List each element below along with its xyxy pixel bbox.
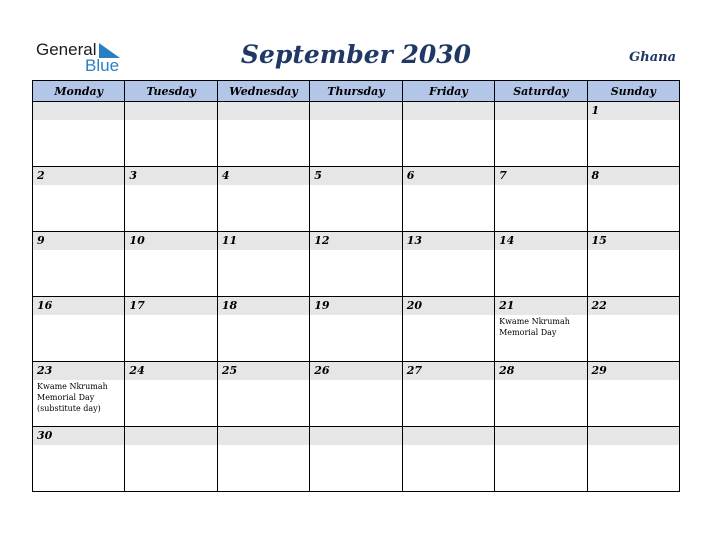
day-cell — [125, 362, 217, 427]
day-number-band — [125, 102, 216, 120]
day-number-band — [403, 362, 494, 380]
day-number-band — [495, 297, 586, 315]
day-number-band — [588, 232, 679, 250]
day-number: 28 — [499, 364, 515, 377]
holiday-label: Kwame Nkrumah Memorial Day (substitute day) — [37, 382, 108, 413]
day-number: 11 — [221, 234, 238, 247]
day-cell — [495, 427, 587, 492]
week-row — [33, 427, 680, 492]
day-cell — [495, 102, 587, 167]
day-number: 7 — [499, 169, 507, 182]
day-cell — [125, 167, 217, 232]
day-number: 9 — [37, 234, 45, 247]
day-number: 27 — [406, 364, 422, 377]
day-cell — [402, 102, 494, 167]
day-cell — [310, 362, 402, 427]
day-cell — [495, 232, 587, 297]
day-cell — [310, 297, 402, 362]
day-cell — [217, 167, 309, 232]
day-number-band — [218, 362, 309, 380]
day-number-band — [125, 167, 216, 185]
day-number: 25 — [221, 364, 238, 377]
day-number: 18 — [221, 299, 238, 312]
day-number-band — [403, 102, 494, 120]
week-row — [33, 297, 680, 362]
day-cell — [310, 102, 402, 167]
weekday-header: Wednesday — [217, 81, 309, 102]
weekday-header: Monday — [33, 81, 125, 102]
day-number: 30 — [37, 429, 53, 442]
day-cell — [402, 232, 494, 297]
day-cell — [217, 232, 309, 297]
day-number-band — [218, 232, 309, 250]
day-cell — [33, 362, 125, 427]
day-number: 13 — [406, 234, 422, 247]
day-number: 5 — [314, 169, 322, 182]
day-cell — [125, 427, 217, 492]
day-cell — [33, 427, 125, 492]
calendar-title: September 2030 — [240, 40, 472, 69]
day-cell — [495, 297, 587, 362]
day-number-band — [125, 427, 216, 445]
day-number-band — [125, 297, 216, 315]
day-number-band — [33, 362, 124, 380]
calendar-grid — [32, 80, 680, 492]
weekday-header: Saturday — [495, 81, 587, 102]
day-number: 4 — [221, 169, 230, 182]
day-cell — [310, 427, 402, 492]
day-cell — [402, 167, 494, 232]
day-cell — [217, 297, 309, 362]
day-number-band — [588, 362, 679, 380]
day-number-band — [33, 102, 124, 120]
day-cell — [125, 297, 217, 362]
day-number: 19 — [314, 299, 330, 312]
day-cell — [587, 297, 679, 362]
day-number-band — [495, 167, 586, 185]
day-cell — [33, 232, 125, 297]
day-number: 10 — [129, 234, 145, 247]
day-number: 3 — [129, 169, 138, 182]
day-number: 29 — [591, 364, 607, 377]
day-number: 15 — [591, 234, 607, 247]
day-number-band — [218, 102, 309, 120]
day-cell — [217, 102, 309, 167]
day-number-band — [403, 297, 494, 315]
country-label: Ghana — [629, 50, 676, 65]
day-number-band — [495, 232, 586, 250]
day-cell — [33, 102, 125, 167]
day-number-band — [310, 232, 401, 250]
day-number-band — [33, 297, 124, 315]
day-cell — [587, 102, 679, 167]
day-number-band — [403, 232, 494, 250]
day-number-band — [33, 427, 124, 445]
day-number: 20 — [406, 299, 422, 312]
day-cell — [587, 232, 679, 297]
day-cell — [402, 427, 494, 492]
day-cell — [33, 297, 125, 362]
day-number-band — [310, 362, 401, 380]
day-number: 14 — [499, 234, 515, 247]
day-cell — [402, 297, 494, 362]
weekday-header: Tuesday — [125, 81, 217, 102]
weekday-header: Sunday — [587, 81, 679, 102]
day-number-band — [33, 167, 124, 185]
day-number-band — [588, 427, 679, 445]
day-number: 1 — [591, 104, 600, 117]
day-number-band — [495, 427, 586, 445]
day-cell — [33, 167, 125, 232]
day-number: 17 — [129, 299, 145, 312]
holiday-label: Kwame Nkrumah Memorial Day — [499, 317, 570, 337]
day-number-band — [588, 167, 679, 185]
weekday-header: Thursday — [310, 81, 402, 102]
day-number: 24 — [129, 364, 145, 377]
day-number-band — [218, 297, 309, 315]
day-number-band — [125, 232, 216, 250]
day-cell — [217, 427, 309, 492]
day-cell — [587, 362, 679, 427]
day-number: 26 — [314, 364, 330, 377]
day-number-band — [403, 427, 494, 445]
day-number: 6 — [406, 169, 415, 182]
day-number-band — [495, 362, 586, 380]
day-number-band — [218, 427, 309, 445]
day-number-band — [588, 102, 679, 120]
week-row — [33, 102, 680, 167]
day-cell — [125, 232, 217, 297]
day-number-band — [403, 167, 494, 185]
logo-general-text: General — [36, 40, 97, 59]
day-number-band — [218, 167, 309, 185]
day-cell — [217, 362, 309, 427]
day-cell — [495, 167, 587, 232]
day-number: 2 — [37, 169, 45, 182]
day-cell — [495, 362, 587, 427]
day-cell — [125, 102, 217, 167]
day-number-band — [125, 362, 216, 380]
weekday-header: Friday — [402, 81, 494, 102]
day-number-band — [33, 232, 124, 250]
logo-blue-text: Blue — [85, 56, 120, 75]
day-number-band — [310, 167, 401, 185]
day-number: 12 — [314, 234, 330, 247]
day-number-band — [588, 297, 679, 315]
day-number-band — [495, 102, 586, 120]
week-row — [33, 167, 680, 232]
week-row — [33, 362, 680, 427]
day-number: 16 — [37, 299, 53, 312]
day-cell — [310, 232, 402, 297]
day-number: 21 — [499, 299, 515, 312]
day-number-band — [310, 102, 401, 120]
day-number-band — [310, 427, 401, 445]
week-row — [33, 232, 680, 297]
day-number-band — [310, 297, 401, 315]
day-number: 22 — [591, 299, 607, 312]
day-cell — [310, 167, 402, 232]
day-cell — [587, 427, 679, 492]
day-number: 8 — [591, 169, 600, 182]
day-number: 23 — [37, 364, 53, 377]
day-cell — [587, 167, 679, 232]
weekday-header-row — [33, 81, 680, 102]
day-cell — [402, 362, 494, 427]
